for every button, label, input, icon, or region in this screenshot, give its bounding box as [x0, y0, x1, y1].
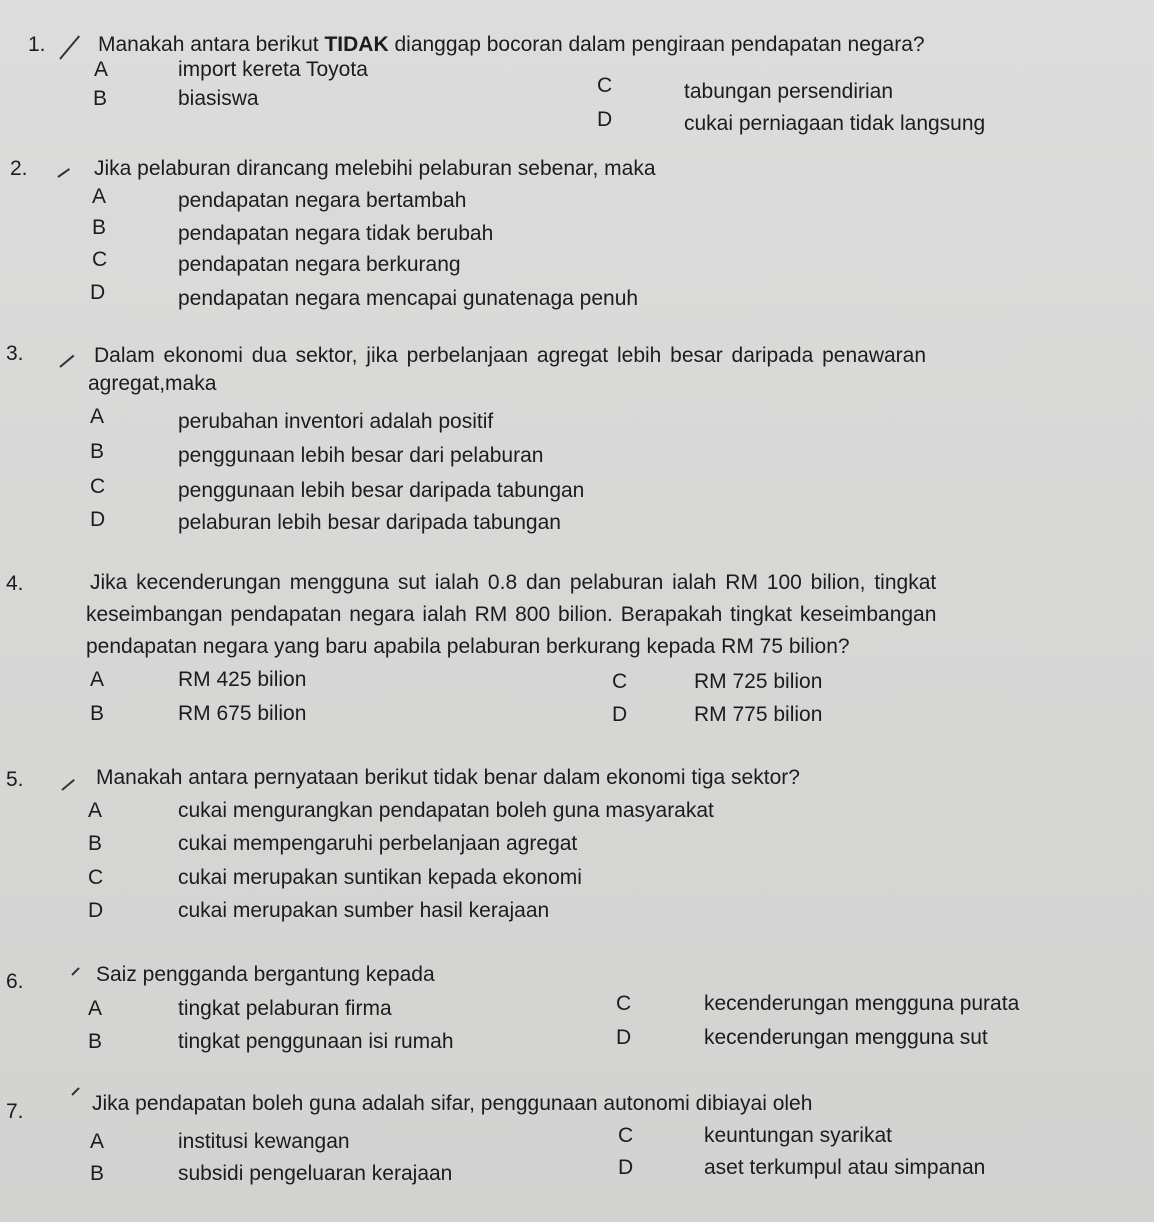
question-text: pendapatan negara yang baru apabila pelaburan berkurang kepada RM 75 bilion? [86, 635, 850, 658]
pen-tick-mark [59, 355, 74, 368]
option-letter: C [90, 475, 106, 498]
pen-tick-mark [59, 35, 80, 59]
option-text: aset terkumpul atau simpanan [704, 1156, 986, 1179]
option-text: import kereta Toyota [178, 58, 368, 81]
option-text: penggunaan lebih besar dari pelaburan [178, 444, 544, 467]
option-text: subsidi pengeluaran kerajaan [178, 1162, 453, 1185]
option-text: cukai perniagaan tidak langsung [684, 112, 986, 135]
option-text: penggunaan lebih besar daripada tabungan [178, 479, 585, 502]
option-letter: D [90, 281, 106, 304]
option-letter: C [92, 248, 108, 271]
option-text: kecenderungan mengguna sut [704, 1026, 988, 1049]
option-text: kecenderungan mengguna purata [704, 992, 1020, 1015]
option-letter: A [94, 58, 109, 81]
option-letter: B [90, 440, 105, 463]
question-text: Manakah antara pernyataan berikut tidak benar dalam ekonomi tiga sektor? [96, 766, 800, 789]
option-text: tabungan persendirian [684, 80, 893, 103]
pen-tick-mark [71, 967, 79, 975]
question-number: 2. [10, 157, 28, 180]
option-text: pendapatan negara berkurang [178, 253, 461, 276]
option-letter: A [90, 1130, 105, 1153]
option-text: cukai merupakan suntikan kepada ekonomi [178, 866, 582, 889]
pen-tick-mark [71, 1087, 79, 1095]
option-letter: B [93, 87, 108, 110]
option-text: RM 675 bilion [178, 702, 307, 725]
option-text: RM 425 bilion [178, 668, 307, 691]
option-letter: B [88, 832, 103, 855]
question-text: Manakah antara berikut TIDAK dianggap bocoran dalam pengiraan pendapatan negara? [98, 33, 925, 56]
option-text: pendapatan negara tidak berubah [178, 222, 494, 245]
option-text: cukai merupakan sumber hasil kerajaan [178, 899, 550, 922]
option-letter: A [90, 405, 105, 428]
option-letter: A [88, 997, 103, 1020]
emphasis-text: TIDAK [324, 33, 389, 56]
question-text: agregat,maka [88, 372, 217, 395]
option-text: pelaburan lebih besar daripada tabungan [178, 511, 561, 534]
option-text: cukai mengurangkan pendapatan boleh guna masyarakat [178, 799, 714, 822]
question-text: Dalam ekonomi dua sektor, jika perbelanjaan agregat lebih besar daripada penawaran [94, 344, 927, 367]
option-letter: B [90, 1162, 105, 1185]
option-letter: A [88, 799, 103, 822]
pen-tick-mark [61, 779, 75, 791]
option-letter: C [597, 74, 613, 97]
question-number: 4. [6, 572, 24, 595]
question-text: keseimbangan pendapatan negara ialah RM 800 bilion. Berapakah tingkat keseimbangan [86, 603, 937, 626]
option-text: RM 775 bilion [694, 703, 823, 726]
option-text: tingkat pelaburan firma [178, 997, 392, 1020]
option-text: keuntungan syarikat [704, 1124, 892, 1147]
option-letter: C [616, 992, 632, 1015]
option-text: perubahan inventori adalah positif [178, 410, 494, 433]
question-number: 7. [6, 1100, 24, 1123]
option-letter: A [92, 185, 107, 208]
option-text: RM 725 bilion [694, 670, 823, 693]
option-text: biasiswa [178, 87, 259, 110]
question-number: 5. [6, 768, 24, 791]
option-text: cukai mempengaruhi perbelanjaan agregat [178, 832, 578, 855]
question-text: Jika pendapatan boleh guna adalah sifar, penggunaan autonomi dibiayai oleh [92, 1092, 813, 1115]
option-letter: C [618, 1124, 634, 1147]
question-number: 6. [6, 970, 24, 993]
pen-tick-mark [57, 168, 70, 178]
option-letter: C [612, 670, 628, 693]
option-letter: D [618, 1156, 634, 1179]
option-letter: D [597, 108, 613, 131]
option-letter: D [88, 899, 104, 922]
option-letter: D [90, 508, 106, 531]
option-letter: D [616, 1026, 632, 1049]
question-number: 3. [6, 342, 24, 365]
question-text: Saiz pengganda bergantung kepada [96, 963, 435, 986]
option-text: tingkat penggunaan isi rumah [178, 1030, 454, 1053]
option-letter: B [92, 216, 107, 239]
option-letter: D [612, 703, 628, 726]
option-letter: A [90, 668, 105, 691]
option-text: pendapatan negara bertambah [178, 189, 467, 212]
option-letter: C [88, 866, 104, 889]
question-text: Jika pelaburan dirancang melebihi pelaburan sebenar, maka [94, 157, 656, 180]
option-letter: B [90, 702, 105, 725]
question-number: 1. [28, 33, 46, 56]
option-text: pendapatan negara mencapai gunatenaga penuh [178, 287, 639, 310]
option-letter: B [88, 1030, 103, 1053]
option-text: institusi kewangan [178, 1130, 350, 1153]
question-text: Jika kecenderungan mengguna sut ialah 0.8 dan pelaburan ialah RM 100 bilion, tingkat [90, 571, 937, 594]
